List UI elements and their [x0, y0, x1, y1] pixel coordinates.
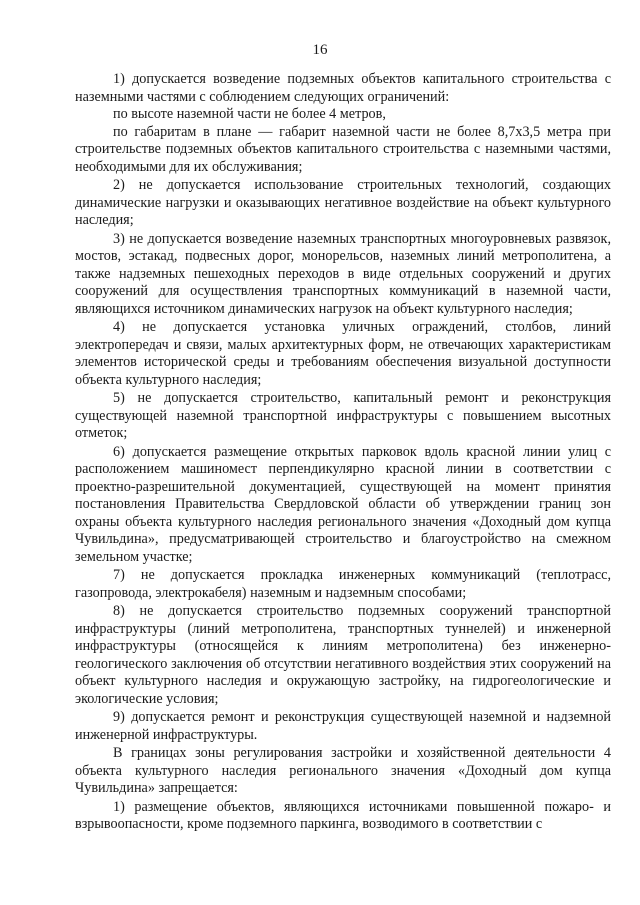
paragraph-1: 1) допускается возведение подземных объектов капитального строительства с наземными частями с соблюдением следующих ограничений:	[75, 71, 611, 105]
paragraph-7: 7) не допускается прокладка инженерных коммуникаций (теплотрасс, газопровода, электрокабеля) наземным и надземным способами;	[75, 567, 611, 601]
paragraph-prohibition-1: 1) размещение объектов, являющихся источниками повышенной пожаро- и взрывоопасности, кроме подземного паркинга, возводимого в соответствии с	[75, 798, 611, 832]
paragraph-6: 6) допускается размещение открытых парковок вдоль красной линии улиц с расположением машиномест перпендикулярно красной линии в соответствии с проектно-разрешительной документацией, существующей на момент принятия постановления Правительства Свердловской области об утверждении границ зон охраны объекта культурного наследия регионального значения «Доходный дом купца Чувильдина», предусматривающей строительство и благоустройство на смежном земельном участке;	[75, 443, 611, 565]
page-number: 16	[312, 42, 328, 58]
paragraph-height-limit: по высоте наземной части не более 4 метров,	[113, 106, 386, 122]
paragraph-2: 2) не допускается использование строительных технологий, создающих динамические нагрузки и оказывающих негативное воздействие на объект культурного наследия;	[75, 177, 611, 228]
paragraph-dimension-limit: по габаритам в плане — габарит наземной части не более 8,7х3,5 метра при строительстве подземных объектов капитального строительства с наземными частями, необходимыми для их обслуживания;	[75, 123, 611, 175]
paragraph-3: 3) не допускается возведение наземных транспортных многоуровневых развязок, мостов, эстакад, подвесных дорог, монорельсов, наземных линий метрополитена, а также надземных пешеходных переходов в виде отдельных сооружений и других сооружений для осуществления транспортных коммуникаций в наземной части, являющихся источником динамических нагрузок на объект культурного наследия;	[75, 230, 611, 317]
paragraph-5: 5) не допускается строительство, капитальный ремонт и реконструкция существующей наземной транспортной инфраструктуры с повышением высотных отметок;	[75, 390, 611, 441]
document-body	[75, 71, 611, 834]
paragraph-8: 8) не допускается строительство подземных сооружений транспортной инфраструктуры (линий метрополитена, транспортных туннелей) и инженерной инфраструктуры (относящейся к линиям метрополитена) без инженерно-геологического заключения об отсутствии негативного воздействия этих сооружений на объект культурного наследия и окружающую застройку, на гидрогеологические и экологические условия;	[75, 603, 611, 707]
paragraph-4: 4) не допускается установка уличных ограждений, столбов, линий электропередач и связи, малых архитектурных форм, не отвечающих характеристикам элементов исторической среды и требованиям обеспечения визуальной доступности объекта культурного наследия;	[75, 319, 611, 388]
paragraph-zone-intro: В границах зоны регулирования застройки и хозяйственной деятельности 4 объекта культурного наследия регионального значения «Доходный дом купца Чувильдина» запрещается:	[75, 745, 611, 796]
paragraph-9: 9) допускается ремонт и реконструкция существующей наземной и надземной инженерной инфраструктуры.	[75, 709, 611, 743]
